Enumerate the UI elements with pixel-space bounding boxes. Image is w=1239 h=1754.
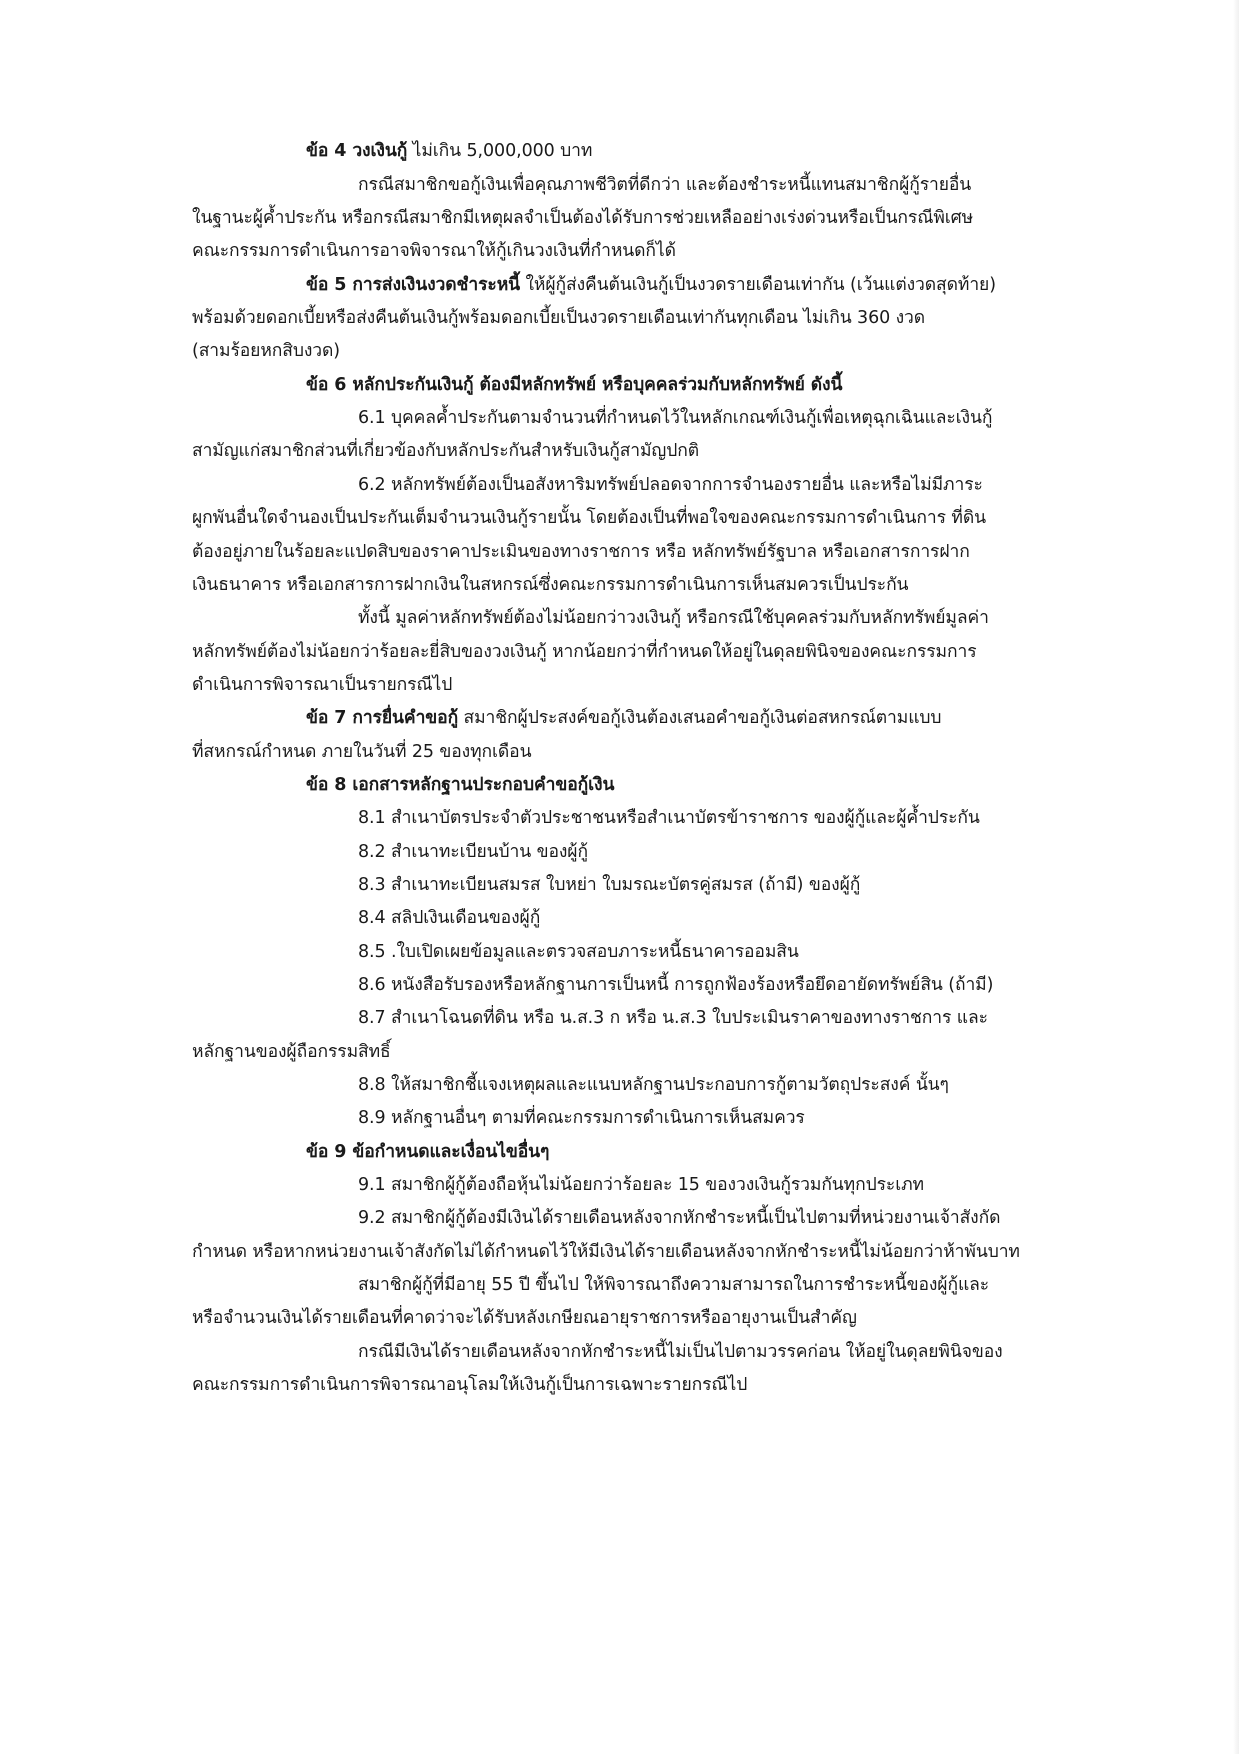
clause-6-heading: ข้อ 6 หลักประกันเงินกู้ ต้องมีหลักทรัพย์ หรือบุคคลร่วมกับหลักทรัพย์ ดังนี้ (306, 375, 843, 395)
clause-6-line-1: 6.1 บุคคลค้ำประกันตามจำนวนที่กำหนดไว้ในหลักเกณฑ์เงินกู้เพื่อเหตุฉุกเฉินและเงินกู้ (358, 408, 993, 428)
clause-4-heading-rest: ไม่เกิน 5,000,000 บาท (407, 141, 593, 161)
clause-8-item-9: 8.9 หลักฐานอื่นๆ ตามที่คณะกรรมการดำเนินการเห็นสมควร (358, 1108, 805, 1128)
clause-8-item-6: 8.6 หนังสือรับรองหรือหลักฐานการเป็นหนี้ การถูกฟ้องร้องหรือยึดอายัดทรัพย์สิน (ถ้ามี) (358, 975, 994, 995)
clause-5-heading-line (306, 273, 996, 297)
clause-8-item-8: 8.8 ให้สมาชิกชี้แจงเหตุผลและแนบหลักฐานประกอบการกู้ตามวัตถุประสงค์ นั้นๆ (358, 1075, 949, 1095)
clause-9-para-3-cont: คณะกรรมการดำเนินการพิจารณาอนุโลมให้เงินกู้เป็นการเฉพาะรายกรณีไป (192, 1375, 748, 1395)
clause-6-line-7: ทั้งนี้ มูลค่าหลักทรัพย์ต้องไม่น้อยกว่าวงเงินกู้ หรือกรณีใช้บุคคลร่วมกับหลักทรัพย์มูลค่า (358, 608, 989, 628)
clause-7-heading: ข้อ 7 การยื่นคำขอกู้ (306, 708, 459, 728)
clause-6-line-4: ผูกพันอื่นใดจำนองเป็นประกันเต็มจำนวนเงินกู้รายนั้น โดยต้องเป็นที่พอใจของคณะกรรมการดำเนินการ ที่ดิน (192, 508, 986, 528)
clause-9-heading: ข้อ 9 ข้อกำหนดและเงื่อนไขอื่นๆ (306, 1142, 550, 1162)
clause-8-item-5: 8.5 .ใบเปิดเผยข้อมูลและตรวจสอบภาระหนี้ธนาคารออมสิน (358, 942, 799, 962)
clause-4-heading-line (306, 139, 592, 163)
clause-4-line-2: ในฐานะผู้ค้ำประกัน หรือกรณีสมาชิกมีเหตุผลจำเป็นต้องได้รับการช่วยเหลืออย่างเร่งด่วนหรือเป็นกรณีพิเศษ (192, 208, 974, 228)
clause-9-item-2: 9.2 สมาชิกผู้กู้ต้องมีเงินได้รายเดือนหลังจากหักชำระหนี้เป็นไปตามที่หน่วยงานเจ้าสังกัด (358, 1208, 1001, 1228)
scan-edge-shadow (1233, 0, 1239, 1754)
clause-5-heading: ข้อ 5 การส่งเงินงวดชำระหนี้ (306, 275, 521, 295)
clause-9-para-2-cont: หรือจำนวนเงินได้รายเดือนที่คาดว่าจะได้รับหลังเกษียณอายุราชการหรืออายุงานเป็นสำคัญ (192, 1308, 857, 1328)
clause-8-item-2: 8.2 สำเนาทะเบียนบ้าน ของผู้กู้ (358, 842, 588, 862)
clause-9-para-2: สมาชิกผู้กู้ที่มีอายุ 55 ปี ขึ้นไป ให้พิจารณาถึงความสามารถในการชำระหนี้ของผู้กู้และ (358, 1275, 990, 1295)
clause-6-line-5: ต้องอยู่ภายในร้อยละแปดสิบของราคาประเมินของทางราชการ หรือ หลักทรัพย์รัฐบาล หรือเอกสารการฝาก (192, 542, 970, 562)
clause-7-heading-rest: สมาชิกผู้ประสงค์ขอกู้เงินต้องเสนอคำขอกู้เงินต่อสหกรณ์ตามแบบ (458, 708, 942, 728)
clause-7-line-1: ที่สหกรณ์กำหนด ภายในวันที่ 25 ของทุกเดือน (192, 742, 532, 762)
clause-5-heading-rest: ให้ผู้กู้ส่งคืนต้นเงินกู้เป็นงวดรายเดือนเท่ากัน (เว้นแต่งวดสุดท้าย) (520, 275, 996, 295)
clause-4-heading: ข้อ 4 วงเงินกู้ (306, 141, 408, 161)
clause-6-line-8: หลักทรัพย์ต้องไม่น้อยกว่าร้อยละยี่สิบของวงเงินกู้ หากน้อยกว่าที่กำหนดให้อยู่ในดุลยพินิจของคณะกรรมการ (192, 642, 977, 662)
clause-6-line-9: ดำเนินการพิจารณาเป็นรายกรณีไป (192, 675, 453, 695)
clause-4-line-1: กรณีสมาชิกขอกู้เงินเพื่อคุณภาพชีวิตที่ดีกว่า และต้องชำระหนี้แทนสมาชิกผู้กู้รายอื่น (358, 175, 972, 195)
clause-8-item-4: 8.4 สลิปเงินเดือนของผู้กู้ (358, 908, 541, 928)
clause-8-item-7-cont: หลักฐานของผู้ถือกรรมสิทธิ์ (192, 1042, 391, 1062)
clause-8-item-3: 8.3 สำเนาทะเบียนสมรส ใบหย่า ใบมรณะบัตรคู่สมรส (ถ้ามี) ของผู้กู้ (358, 875, 861, 895)
clause-7-heading-line (306, 706, 941, 730)
clause-9-para-3: กรณีมีเงินได้รายเดือนหลังจากหักชำระหนี้ไม่เป็นไปตามวรรคก่อน ให้อยู่ในดุลยพินิจของ (358, 1342, 1003, 1362)
clause-9-item-1: 9.1 สมาชิกผู้กู้ต้องถือหุ้นไม่น้อยกว่าร้อยละ 15 ของวงเงินกู้รวมกันทุกประเภท (358, 1175, 924, 1195)
clause-8-heading: ข้อ 8 เอกสารหลักฐานประกอบคำขอกู้เงิน (306, 775, 615, 795)
clause-5-line-2: (สามร้อยหกสิบงวด) (192, 341, 341, 361)
clause-6-line-6: เงินธนาคาร หรือเอกสารการฝากเงินในสหกรณ์ซึ่งคณะกรรมการดำเนินการเห็นสมควรเป็นประกัน (192, 575, 909, 595)
clause-6-line-2: สามัญแก่สมาชิกส่วนที่เกี่ยวข้องกับหลักประกันสำหรับเงินกู้สามัญปกติ (192, 441, 700, 461)
clause-8-item-1: 8.1 สำเนาบัตรประจำตัวประชาชนหรือสำเนาบัตรข้าราชการ ของผู้กู้และผู้ค้ำประกัน (358, 808, 980, 828)
clause-6-line-3: 6.2 หลักทรัพย์ต้องเป็นอสังหาริมทรัพย์ปลอดจากการจำนองรายอื่น และหรือไม่มีภาระ (358, 475, 983, 495)
clause-9-item-2-cont: กำหนด หรือหากหน่วยงานเจ้าสังกัดไม่ได้กำหนดไว้ให้มีเงินได้รายเดือนหลังจากหักชำระหนี้ไม่น้อยกว่าห้าพันบาท (192, 1242, 1020, 1262)
clause-4-line-3: คณะกรรมการดำเนินการอาจพิจารณาให้กู้เกินวงเงินที่กำหนดก็ได้ (192, 241, 676, 261)
clause-8-item-7: 8.7 สำเนาโฉนดที่ดิน หรือ น.ส.3 ก หรือ น.ส.3 ใบประเมินราคาของทางราชการ และ (358, 1008, 988, 1028)
clause-5-line-1: พร้อมด้วยดอกเบี้ยหรือส่งคืนต้นเงินกู้พร้อมดอกเบี้ยเป็นงวดรายเดือนเท่ากันทุกเดือน ไม่เกิน 360 งวด (192, 308, 926, 328)
